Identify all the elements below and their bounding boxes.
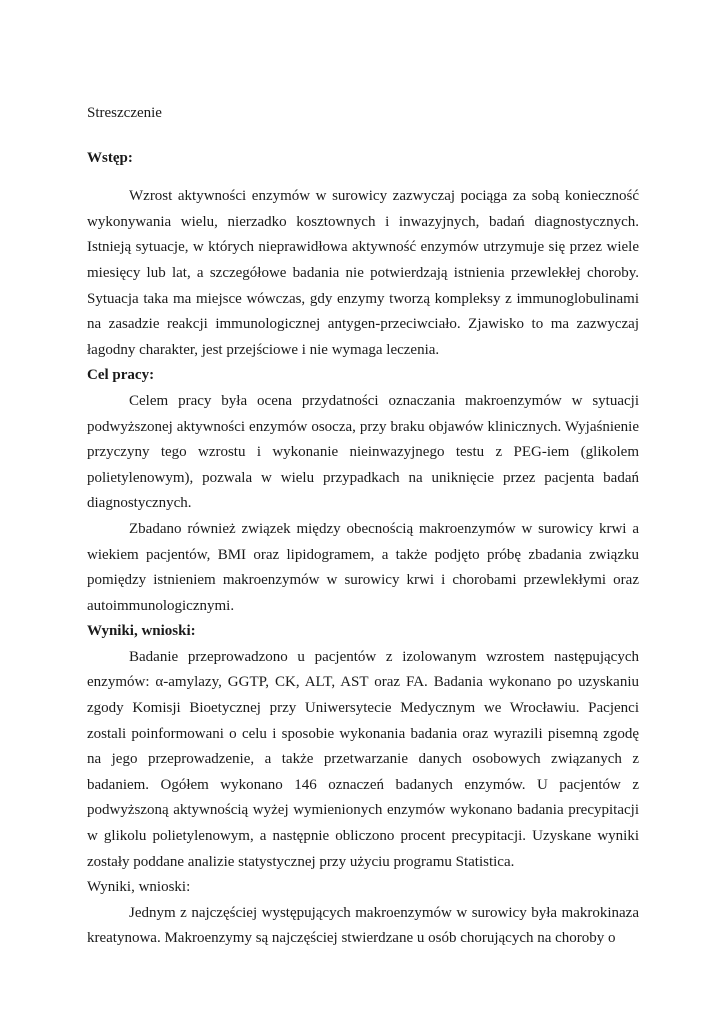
section-heading-results: Wyniki, wnioski: [87,623,196,640]
paragraph-results-2: Jednym z najczęściej występujących makroenzymów w surowicy była makrokinaza kreatynowa. Makroenzymy są najczęściej stwierdzane u osób chorujących na choroby o [87,904,639,947]
section-heading-intro: Wstęp: [87,149,133,166]
paragraph-intro-1: Wzrost aktywności enzymów w surowicy zazwyczaj pociąga za sobą konieczność wykonywania wielu, nierzadko kosztownych i inwazyjnych, badań diagnostycznych. Istnieją sytuacje, w których nieprawidłowa aktywność enzymów utrzymuje się przez wiele miesięcy lub lat, a szczegółowe badania nie potwierdzają istnienia przewlekłej choroby. Sytuacja taka ma miejsce wówczas, gdy enzymy tworzą kompleksy z immunoglobulinami na zasadzie reakcji immunologicznej antygen-przeciwciało. Zjawisko to ma zazwyczaj łagodny charakter, jest przejściowe i nie wymaga leczenia. [87,188,639,358]
paragraph-results-1: Badanie przeprowadzono u pacjentów z izolowanym wzrostem następujących enzymów: α-amylazy, GGTP, CK, ALT, AST oraz FA. Badania wykonano po uzyskaniu zgody Komisji Bioetycznej przy Uniwersytecie Medycznym we Wrocławiu. Pacjenci zostali poinformowani o celu i sposobie wykonania badania oraz wyrazili pisemną zgodę na jego przeprowadzenie, a także przetwarzanie danych osobowych związanych z badaniem. Ogółem wykonano 146 oznaczeń badanych enzymów. U pacjentów z podwyższoną aktywnością wyżej wymienionych enzymów wykonano badania precypitacji w glikolu polietylenowym, a następnie obliczono procent precypitacji. Uzyskane wyniki zostały poddane analizie statystycznej przy użyciu programu Statistica. [87,648,639,870]
section-heading-aim: Cel pracy: [87,367,155,384]
document-body [87,101,639,952]
document-title: Streszczenie [87,105,162,121]
paragraph-aim-2: Zbadano również związek między obecnością makroenzymów w surowicy krwi a wiekiem pacjentów, BMI oraz lipidogramem, a także podjęto próbę zbadania związku pomiędzy istnieniem makroenzymów w surowicy krwi i chorobami przewlekłymi oraz autoimmunologicznymi. [87,520,639,614]
section-heading-results-2: Wyniki, wnioski: [87,879,191,896]
paragraph-aim-1: Celem pracy była ocena przydatności oznaczania makroenzymów w sytuacji podwyższonej aktywności enzymów osocza, przy braku objawów klinicznych. Wyjaśnienie przyczyny tego wzrostu i wykonanie nieinwazyjnego testu z PEG-iem (glikolem polietylenowym), pozwala w wielu przypadkach na uniknięcie przez pacjenta badań diagnostycznych. [87,392,639,512]
